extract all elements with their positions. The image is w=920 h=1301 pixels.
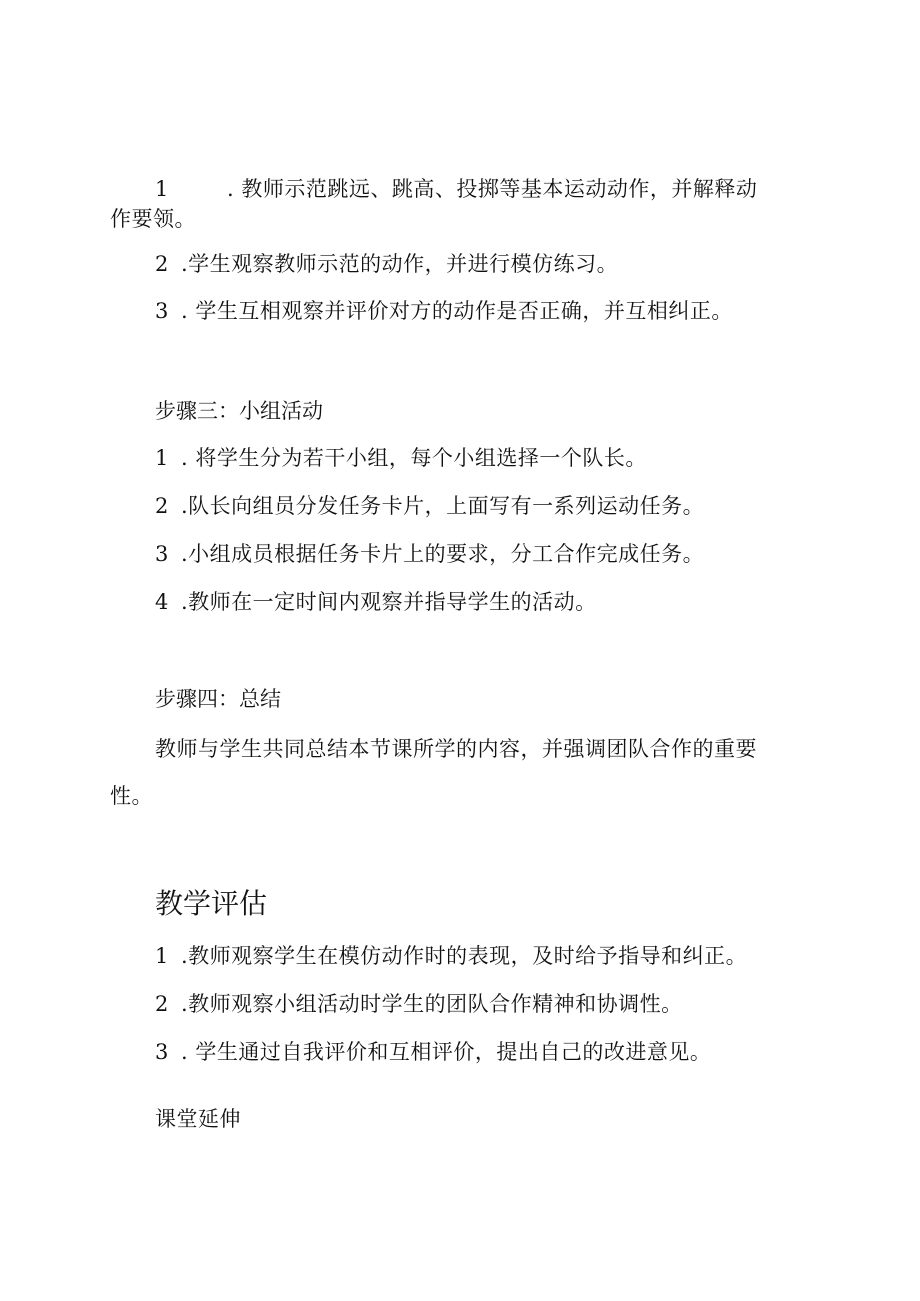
list-text: .学生观察教师示范的动作，并进行模仿练习。 — [181, 252, 619, 276]
step-three-heading: 步骤三：小组活动 — [155, 399, 323, 423]
step-four-paragraph-line-1: 教师与学生共同总结本节课所学的内容，并强调团队合作的重要 — [155, 737, 757, 761]
step-three-item-1 — [155, 444, 647, 472]
step-two-item-1 — [155, 175, 757, 203]
list-number: 2 — [155, 252, 169, 276]
step-two-item-1-continuation: 作要领。 — [110, 207, 196, 231]
list-number: 3 — [155, 299, 169, 323]
evaluation-item-2 — [155, 990, 683, 1018]
step-three-item-3 — [155, 540, 704, 568]
list-text: .教师观察学生在模仿动作时的表现，及时给予指导和纠正。 — [181, 944, 748, 968]
step-four-paragraph-line-2: 性。 — [110, 784, 153, 808]
list-text: . 将学生分为若干小组，每个小组选择一个队长。 — [181, 446, 647, 470]
list-text: .队长向组员分发任务卡片，上面写有一系列运动任务。 — [181, 494, 705, 518]
list-text: .小组成员根据任务卡片上的要求，分工合作完成任务。 — [181, 542, 705, 566]
list-text: .教师在一定时间内观察并指导学生的活动。 — [181, 590, 597, 614]
step-four-heading: 步骤四：总结 — [155, 687, 281, 711]
list-number: 4 — [155, 590, 169, 614]
list-text: . 学生互相观察并评价对方的动作是否正确，并互相纠正。 — [181, 299, 733, 323]
evaluation-heading: 教学评估 — [155, 887, 268, 920]
list-number: 1 — [155, 446, 169, 470]
list-text: .教师观察小组活动时学生的团队合作精神和协调性。 — [181, 992, 683, 1016]
list-number: 1 — [155, 944, 169, 968]
list-text: . 学生通过自我评价和互相评价，提出自己的改进意见。 — [181, 1040, 712, 1064]
list-number: 1 — [155, 177, 169, 201]
list-text: . 教师示范跳远、跳高、投掷等基本运动动作，并解释动 — [227, 177, 758, 201]
list-number: 3 — [155, 1040, 169, 1064]
step-three-item-2 — [155, 492, 704, 520]
list-number: 2 — [155, 992, 169, 1016]
extension-heading: 课堂延伸 — [155, 1107, 241, 1131]
step-two-item-3 — [155, 297, 733, 325]
step-three-item-4 — [155, 588, 597, 616]
evaluation-item-3 — [155, 1038, 711, 1066]
evaluation-item-1 — [155, 942, 747, 970]
list-number: 2 — [155, 494, 169, 518]
step-two-item-2 — [155, 250, 618, 278]
list-number: 3 — [155, 542, 169, 566]
